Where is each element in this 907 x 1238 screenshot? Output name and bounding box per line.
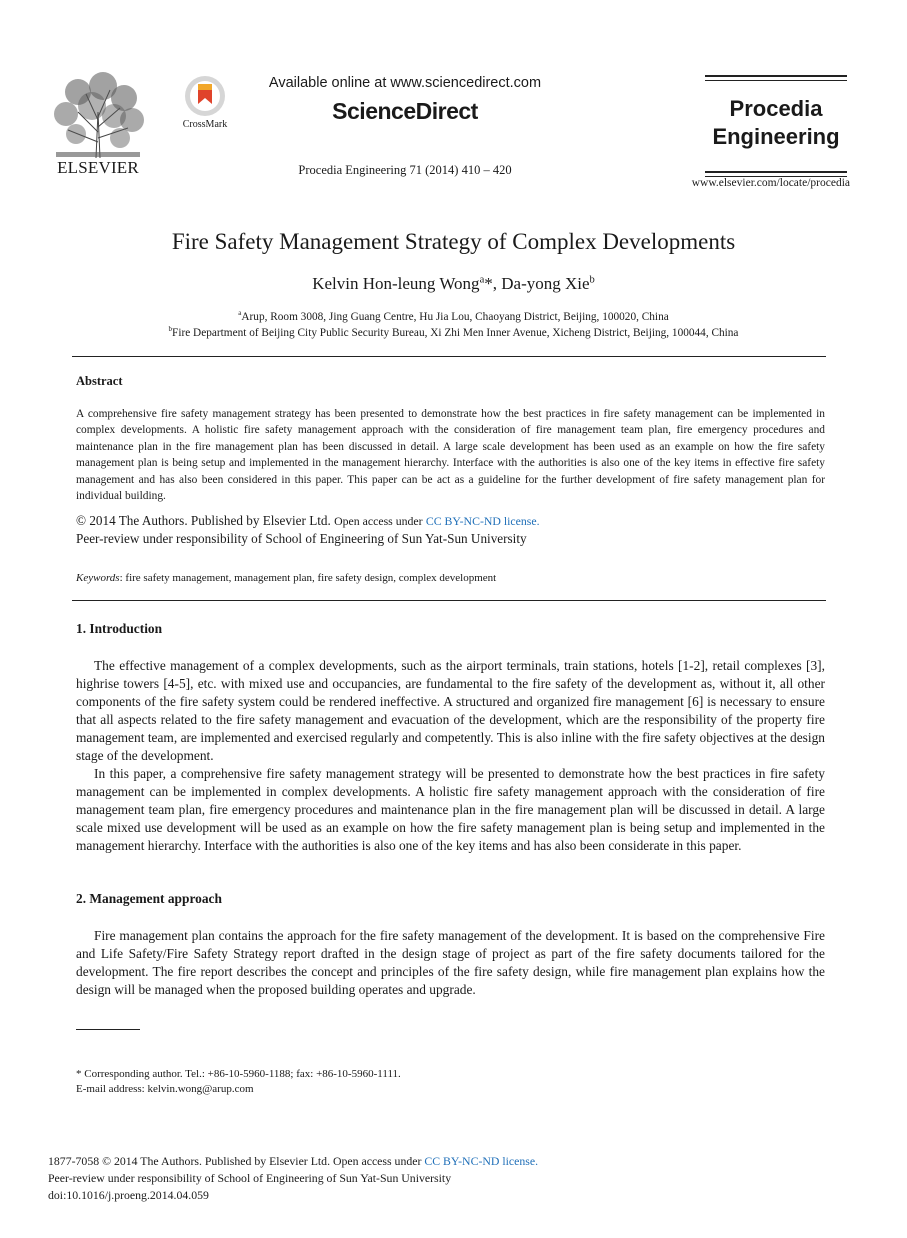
publisher-name: ELSEVIER <box>57 158 139 177</box>
available-online: Available online at www.sciencedirect.com <box>268 75 542 91</box>
affiliation-a <box>0 309 907 323</box>
footer-issn-line <box>48 1154 538 1169</box>
abstract-divider <box>72 600 826 601</box>
journal-rule-top <box>705 75 847 77</box>
author-2: Da-yong Xie <box>501 274 590 293</box>
section-2-body <box>76 927 825 999</box>
keywords-label: Keywords <box>76 572 120 584</box>
crossmark-label: CrossMark <box>182 119 228 130</box>
abstract-text: A comprehensive fire safety management strategy has been presented to demonstrate how the best practices in fire safety management can be implemented in complex developments. A holistic fire safety management approach with the consideration of fire management team plan, fire emergency procedures and maintenance plan in the fire management plan has been discussed in detail. A large scale development has been used as an example on how the fire safety management plan is being setup and implemented in the management hierarchy. Interface with the authorities is also one of the key items in effective fire safety management and has also been considered in this paper. This paper can be act as a guideline for the further development of fire safety management plan for individual building. <box>76 408 825 503</box>
author-2-affil: b <box>589 274 595 286</box>
peer-review-line: Peer-review under responsibility of School of Engineering of Sun Yat-Sun University <box>76 531 527 546</box>
section-1-heading: 1. Introduction <box>76 621 163 636</box>
footer-peer-review: Peer-review under responsibility of School of Engineering of Sun Yat-Sun University <box>48 1171 452 1185</box>
journal-url[interactable]: www.elsevier.com/locate/procedia <box>691 177 850 189</box>
elsevier-logo <box>48 72 148 182</box>
copyright-line <box>76 513 540 529</box>
footer-doi[interactable]: doi:10.1016/j.proeng.2014.04.059 <box>48 1188 209 1202</box>
abstract-heading: Abstract <box>76 374 123 388</box>
keywords-line <box>76 572 496 584</box>
footer-issn-text: 1877-7058 © 2014 The Authors. Published by Elsevier Ltd. Open access under <box>48 1154 422 1168</box>
email-note: E-mail address: kelvin.wong@arup.com <box>76 1083 254 1095</box>
title-divider <box>72 356 826 357</box>
journal-name <box>705 95 847 151</box>
author-1-affil: a <box>479 274 485 286</box>
footer-license-link[interactable]: CC BY-NC-ND license. <box>424 1154 539 1168</box>
copyright-text: © 2014 The Authors. Published by Elsevier Ltd. <box>76 513 331 528</box>
journal-rule-top2 <box>705 80 847 81</box>
open-access-text: Open access under <box>334 514 423 528</box>
affiliation-b-sup: b <box>168 325 173 333</box>
keywords-text: : fire safety management, management plan, fire safety design, complex development <box>119 572 497 584</box>
affiliation-b <box>0 325 907 339</box>
affiliation-a-text: Arup, Room 3008, Jing Guang Centre, Hu Jia Lou, Chaoyang District, Beijing, 100020, China <box>241 310 669 323</box>
corresponding-mark: * <box>484 274 493 293</box>
author-1: Kelvin Hon-leung Wong <box>312 274 480 293</box>
affiliation-b-text: Fire Department of Beijing City Public Security Bureau, Xi Zhi Men Inner Avenue, Xicheng District, Beijing, 100044, China <box>172 326 739 339</box>
section-2-paragraph-1: Fire management plan contains the approach for the fire safety management of the development. It is based on the comprehensive Fire and Life Safety/Fire Safety Strategy report drafted in the design stage of project as part of the fire safety documents tailored for the development. The fire report describes the concept and principles of the fire safety design, while fire management plan explains how the design will be managed when the proposed building operates and upgrade. <box>76 928 825 997</box>
journal-reference: Procedia Engineering 71 (2014) 410 – 420 <box>298 163 512 177</box>
section-1-paragraph-1: The effective management of a complex developments, such as the airport terminals, train stations, hotels [1-2], retail complexes [3], highrise towers [4-5], etc. with mixed use and occupancies, are fundamental to the fire safety of the development as, without it, all other components of the fire safety system could be rendered ineffective. A structured and organized fire management [6] is necessary to ensure that all aspects related to the fire safety management and evacuation of the development, which are the responsibility of the property fire management team, are implemented and exercised regularly and competently. This is also inline with the fire safety objectives at the design stage of the development. <box>76 658 825 763</box>
corresponding-author-note: * Corresponding author. Tel.: +86-10-5960-1188; fax: +86-10-5960-1111. <box>76 1068 401 1080</box>
license-link[interactable]: CC BY-NC-ND license. <box>425 514 540 528</box>
author-line <box>0 274 907 294</box>
author-separator: , <box>492 274 502 293</box>
elsevier-tree-icon <box>48 72 148 160</box>
crossmark-logo[interactable] <box>176 74 234 134</box>
affiliation-a-sup: a <box>238 309 242 317</box>
journal-name-line2: Engineering <box>712 124 840 149</box>
journal-rule-bottom <box>705 171 847 173</box>
journal-name-line1: Procedia <box>729 96 823 121</box>
section-2-heading: 2. Management approach <box>76 891 222 906</box>
article-title: Fire Safety Management Strategy of Complex Developments <box>171 229 736 254</box>
footnote-rule <box>76 1029 140 1030</box>
crossmark-icon <box>176 74 234 118</box>
sciencedirect-brand: ScienceDirect <box>332 98 478 124</box>
section-1-body <box>76 657 825 855</box>
section-1-paragraph-2: In this paper, a comprehensive fire safety management strategy will be presented to demonstrate how the best practices in fire safety management can be implemented in complex developments. A holistic fire safety management approach with the consideration of fire management team plan, fire emergency procedures and maintenance plan in the fire management plan will be discussed in detail. A large scale mixed use development will be used as an example on how the fire safety management plan is being setup and implemented in the management hierarchy. Interface with the authorities is also one of the key items and has also been considerate in this paper. <box>76 766 825 853</box>
